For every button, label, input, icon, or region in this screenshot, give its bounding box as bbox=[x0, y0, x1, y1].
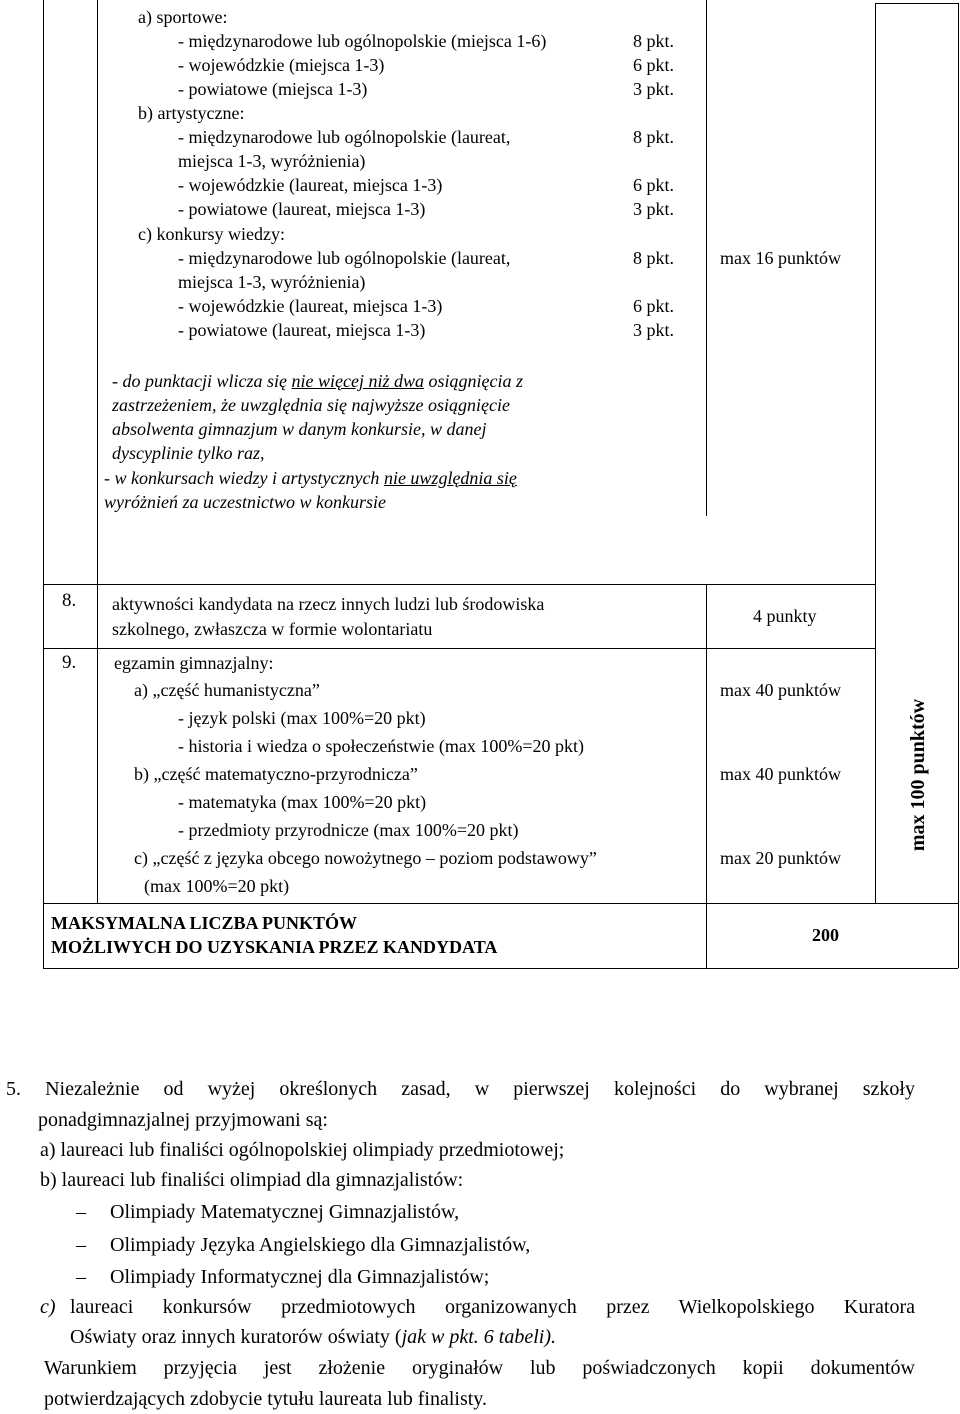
item-points: 8 pkt. bbox=[633, 31, 675, 51]
note-distinctions: - w konkursach wiedzy i artystycznych nie uwzględnia się bbox=[104, 468, 517, 488]
table-total-col-left-border bbox=[875, 3, 876, 903]
note-line: wyróżnień za uczestnictwo w konkursie bbox=[104, 492, 386, 512]
item-label: - wojewódzkie (miejsca 1-3) bbox=[178, 55, 385, 75]
table-number-col-border bbox=[97, 0, 98, 903]
row-number: 9. bbox=[62, 652, 77, 673]
exam-part-c: c) „część z języka obcego nowożytnego – poziom podstawowy” bbox=[134, 848, 597, 868]
item-points: 8 pkt. bbox=[633, 127, 675, 147]
list-item: b) laureaci lub finaliści olimpiad dla gimnazjalistów: bbox=[40, 1169, 464, 1191]
row-heading: egzamin gimnazjalny: bbox=[114, 653, 274, 673]
row8-top-border bbox=[43, 584, 875, 585]
summary-label: MAKSYMALNA LICZBA PUNKTÓW bbox=[51, 913, 358, 933]
section-heading-art: b) artystyczne: bbox=[138, 103, 245, 123]
item-label: - międzynarodowe lub ogólnopolskie (miejsca 1-6) bbox=[178, 31, 547, 51]
exam-part-a: a) „część humanistyczna” bbox=[134, 680, 320, 700]
item-label: - międzynarodowe lub ogólnopolskie (laureat, bbox=[178, 248, 511, 268]
paragraph: potwierdzających zdobycie tytułu laureata lub finalisty. bbox=[44, 1388, 487, 1410]
list-item-label: c) bbox=[40, 1296, 56, 1318]
exam-part-c-max: max 20 punktów bbox=[720, 848, 841, 868]
table-left-border bbox=[43, 0, 44, 968]
list-item-continued: Oświaty oraz innych kuratorów oświaty (jak w pkt. 6 tabeli). bbox=[70, 1326, 557, 1348]
exam-part-a-max: max 40 punktów bbox=[720, 680, 841, 700]
item-label: - międzynarodowe lub ogólnopolskie (laureat, bbox=[178, 127, 511, 147]
achievements-max: max 16 punktów bbox=[720, 248, 841, 268]
summary-top-border bbox=[43, 903, 958, 904]
dash-bullet: – bbox=[76, 1201, 86, 1223]
note-count-rule: - do punktacji wlicza się nie więcej niż dwa osiągnięcia z bbox=[112, 371, 523, 391]
dash-list-item: – Olimpiady Matematycznej Gimnazjalistów, bbox=[76, 1198, 459, 1226]
paragraph: 5. Niezależnie od wyżej określonych zasad, w pierwszej kolejności do wybranej szkoły bbox=[6, 1078, 915, 1100]
note-line: dyscyplinie tylko raz, bbox=[112, 443, 265, 463]
summary-value-left-border bbox=[706, 903, 707, 968]
item-label: - powiatowe (laureat, miejsca 1-3) bbox=[178, 320, 426, 340]
exam-part-a-item: - historia i wiedza o społeczeństwie (max 100%=20 pkt) bbox=[178, 736, 585, 756]
dash-list-item: – Olimpiady Języka Angielskiego dla Gimnazjalistów, bbox=[76, 1231, 530, 1259]
item-label-continued: miejsca 1-3, wyróżnienia) bbox=[178, 272, 366, 292]
item-label: - powiatowe (miejsca 1-3) bbox=[178, 79, 368, 99]
exam-part-b-max: max 40 punktów bbox=[720, 764, 841, 784]
item-label: - wojewódzkie (laureat, miejsca 1-3) bbox=[178, 296, 443, 316]
item-points: 3 pkt. bbox=[633, 199, 675, 219]
row-text: aktywności kandydata na rzecz innych ludzi lub środowiska bbox=[112, 594, 545, 614]
item-points: 3 pkt. bbox=[633, 79, 675, 99]
summary-right-border bbox=[958, 903, 959, 968]
exam-total-vertical: max 100 punktów bbox=[907, 698, 929, 852]
table-total-col-right-border bbox=[958, 3, 959, 903]
list-item: a) laureaci lub finaliści ogólnopolskiej olimpiady przedmiotowej; bbox=[40, 1139, 565, 1161]
row-text: szkolnego, zwłaszcza w formie wolontariatu bbox=[112, 619, 433, 639]
item-label: - wojewódzkie (laureat, miejsca 1-3) bbox=[178, 175, 443, 195]
exam-part-b: b) „część matematyczno-przyrodnicza” bbox=[134, 764, 418, 784]
paragraph: Warunkiem przyjęcia jest złożenie oryginałów lub poświadczonych kopii dokumentów bbox=[44, 1357, 915, 1379]
item-points: 6 pkt. bbox=[633, 296, 675, 316]
note-line: zastrzeżeniem, że uwzględnia się najwyższe osiągnięcie bbox=[112, 395, 510, 415]
list-item: laureaci konkursów przedmiotowych organizowanych przez Wielkopolskiego Kuratora bbox=[70, 1296, 915, 1318]
item-label-continued: miejsca 1-3, wyróżnienia) bbox=[178, 151, 366, 171]
exam-part-b-item: - matematyka (max 100%=20 pkt) bbox=[178, 792, 427, 812]
dash-bullet: – bbox=[76, 1266, 86, 1288]
table-points-col-border bbox=[706, 0, 707, 516]
exam-part-a-item: - język polski (max 100%=20 pkt) bbox=[178, 708, 426, 728]
dash-bullet: – bbox=[76, 1234, 86, 1256]
summary-value: 200 bbox=[812, 925, 839, 945]
exam-part-c-item: (max 100%=20 pkt) bbox=[144, 876, 290, 896]
dash-list-item: – Olimpiady Informatycznej dla Gimnazjalistów; bbox=[76, 1263, 489, 1291]
summary-bottom-border bbox=[43, 968, 958, 969]
row-number: 8. bbox=[62, 590, 77, 611]
table-max-col-border bbox=[706, 584, 707, 903]
item-points: 8 pkt. bbox=[633, 248, 675, 268]
item-points: 6 pkt. bbox=[633, 55, 675, 75]
item-points: 3 pkt. bbox=[633, 320, 675, 340]
note-line: absolwenta gimnazjum w danym konkursie, w danej bbox=[112, 419, 487, 439]
row-points: 4 punkty bbox=[753, 606, 817, 626]
item-points: 6 pkt. bbox=[633, 175, 675, 195]
section-heading-sport: a) sportowe: bbox=[138, 7, 228, 27]
summary-label: MOŻLIWYCH DO UZYSKANIA PRZEZ KANDYDATA bbox=[51, 937, 498, 957]
item-label: - powiatowe (laureat, miejsca 1-3) bbox=[178, 199, 426, 219]
section-heading-knowledge: c) konkursy wiedzy: bbox=[138, 224, 285, 244]
exam-part-b-item: - przedmioty przyrodnicze (max 100%=20 pkt) bbox=[178, 820, 519, 840]
total-col-top-border bbox=[875, 3, 958, 4]
row9-top-border bbox=[43, 648, 875, 649]
paragraph: ponadgimnazjalnej przyjmowani są: bbox=[38, 1109, 328, 1131]
